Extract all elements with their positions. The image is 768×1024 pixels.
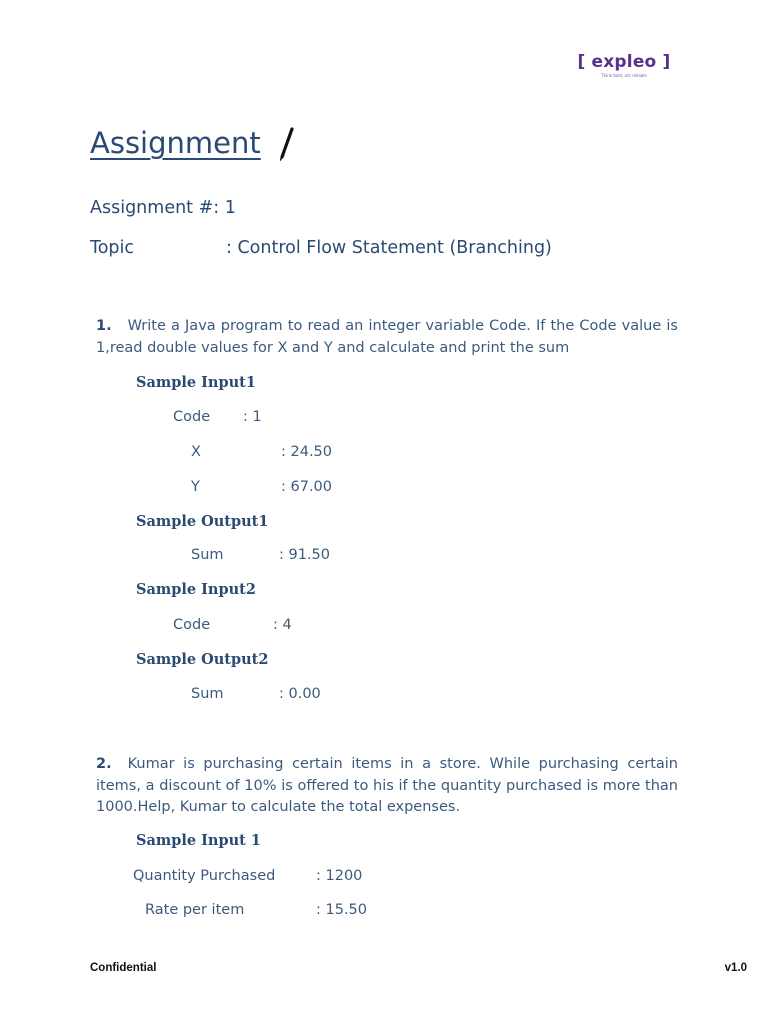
sample-value: : 1 (243, 409, 262, 425)
sample-row (145, 902, 368, 918)
sample-value: : 0.00 (279, 686, 321, 702)
footer-confidential: Confidential (90, 962, 157, 974)
sample-key: Rate per item (145, 902, 245, 918)
sample-row (191, 444, 333, 460)
sample-heading: Sample Input2 (136, 581, 256, 598)
sample-heading: Sample Output2 (136, 651, 269, 668)
assignment-number-value: 1 (224, 198, 236, 218)
sample-value: : 4 (273, 617, 292, 633)
sample-heading: Sample Output1 (136, 513, 269, 530)
assignment-number-label: Assignment #: (90, 198, 220, 218)
sample-row (191, 479, 333, 495)
sample-row (191, 547, 331, 563)
sample-value: : 91.50 (279, 547, 331, 563)
sample-key: Code (173, 409, 211, 425)
assignment-number-line (90, 198, 236, 218)
sample-key: Sum (191, 686, 224, 702)
question-1 (96, 316, 678, 359)
sample-row (191, 686, 321, 702)
sample-key: X (191, 444, 201, 460)
footer-version: v1.0 (724, 962, 747, 974)
sample-value: : 67.00 (281, 479, 333, 495)
topic-line (90, 238, 552, 258)
sample-value: : 1200 (316, 868, 363, 884)
sample-row (173, 617, 292, 633)
sample-value: : 24.50 (281, 444, 333, 460)
sample-heading: Sample Input 1 (136, 832, 261, 849)
question-text: Kumar is purchasing certain items in a store. While purchasing certain items, a discount of 10% is offered to his if the quantity purchased is more than 1000.Help, Kumar to calculate the total expenses. (96, 756, 678, 815)
sample-value: : 15.50 (316, 902, 368, 918)
sample-key: Quantity Purchased (133, 868, 276, 884)
question-2 (96, 754, 678, 819)
pen-icon (276, 126, 296, 162)
question-text: Write a Java program to read an integer variable Code. If the Code value is 1,read double values for X and Y and calculate and print the sum (96, 318, 678, 356)
topic-value: : Control Flow Statement (Branching) (226, 238, 552, 258)
sample-key: Code (173, 617, 211, 633)
sample-row (173, 409, 262, 425)
sample-row (133, 868, 363, 884)
question-number: 1. (96, 318, 112, 334)
company-logo (574, 52, 674, 78)
logo-brand-text: [ expleo ] (577, 52, 671, 72)
sample-heading: Sample Input1 (136, 374, 256, 391)
sample-key: Sum (191, 547, 224, 563)
logo-tagline: Think bold, act reliable (601, 73, 647, 78)
topic-label: Topic (90, 238, 135, 258)
sample-key: Y (191, 479, 200, 495)
page-title: Assignment (90, 126, 261, 160)
question-number: 2. (96, 756, 112, 772)
